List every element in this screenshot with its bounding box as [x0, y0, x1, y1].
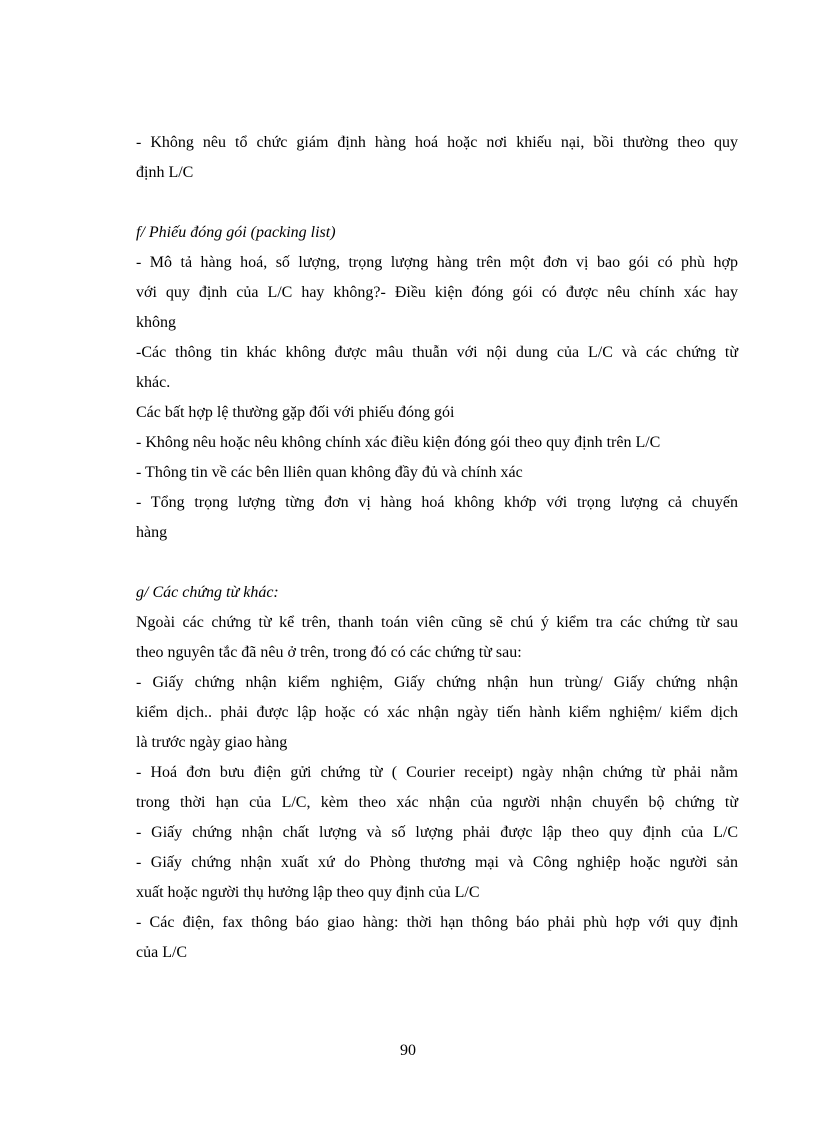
- page-number: 90: [400, 1042, 416, 1059]
- text-line: với quy định của L/C hay không?- Điều kiện đóng gói có được nêu chính xác hay: [136, 284, 738, 301]
- text-line: - Hoá đơn bưu điện gửi chứng từ ( Courier receipt) ngày nhận chứng từ phải nằm: [136, 764, 738, 781]
- text-line: - Giấy chứng nhận chất lượng và số lượng phải được lập theo quy định của L/C: [136, 824, 738, 841]
- section-heading-packing-list: f/ Phiếu đóng gói (packing list): [136, 224, 336, 241]
- text-line: không: [136, 314, 176, 331]
- text-line: - Không nêu tổ chức giám định hàng hoá hoặc nơi khiếu nại, bồi thường theo quy: [136, 134, 738, 151]
- text-line: - Mô tả hàng hoá, số lượng, trọng lượng hàng trên một đơn vị bao gói có phù hợp: [136, 254, 738, 271]
- text-line: trong thời hạn của L/C, kèm theo xác nhận của người nhận chuyển bộ chứng từ: [136, 794, 738, 811]
- text-line: - Không nêu hoặc nêu không chính xác điều kiện đóng gói theo quy định trên L/C: [136, 434, 661, 451]
- text-line: - Giấy chứng nhận xuất xứ do Phòng thương mại và Công nghiệp hoặc người sản: [136, 854, 738, 871]
- text-line: kiểm dịch.. phải được lập hoặc có xác nhận ngày tiến hành kiểm nghiệm/ kiểm dịch: [136, 704, 738, 721]
- text-line: - Các điện, fax thông báo giao hàng: thời hạn thông báo phải phù hợp với quy định: [136, 914, 738, 931]
- text-line: là trước ngày giao hàng: [136, 734, 288, 751]
- text-line: của L/C: [136, 944, 188, 961]
- text-line: - Tổng trọng lượng từng đơn vị hàng hoá không khớp với trọng lượng cả chuyến: [136, 494, 738, 511]
- text-line: theo nguyên tắc đã nêu ở trên, trong đó có các chứng từ sau:: [136, 644, 522, 661]
- text-line: khác.: [136, 374, 171, 391]
- text-line: định L/C: [136, 164, 194, 181]
- text-line: Ngoài các chứng từ kể trên, thanh toán viên cũng sẽ chú ý kiểm tra các chứng từ sau: [136, 614, 738, 631]
- text-line: Các bất hợp lệ thường gặp đối với phiếu đóng gói: [136, 404, 455, 421]
- text-line: -Các thông tin khác không được mâu thuẫn với nội dung của L/C và các chứng từ: [136, 344, 738, 361]
- section-heading-other-documents: g/ Các chứng từ khác:: [136, 584, 279, 601]
- text-line: - Thông tin về các bên lliên quan không đầy đủ và chính xác: [136, 464, 523, 481]
- text-line: xuất hoặc người thụ hưởng lập theo quy định của L/C: [136, 884, 480, 901]
- text-line: hàng: [136, 524, 168, 541]
- text-line: - Giấy chứng nhận kiểm nghiệm, Giấy chứng nhận hun trùng/ Giấy chứng nhận: [136, 674, 738, 691]
